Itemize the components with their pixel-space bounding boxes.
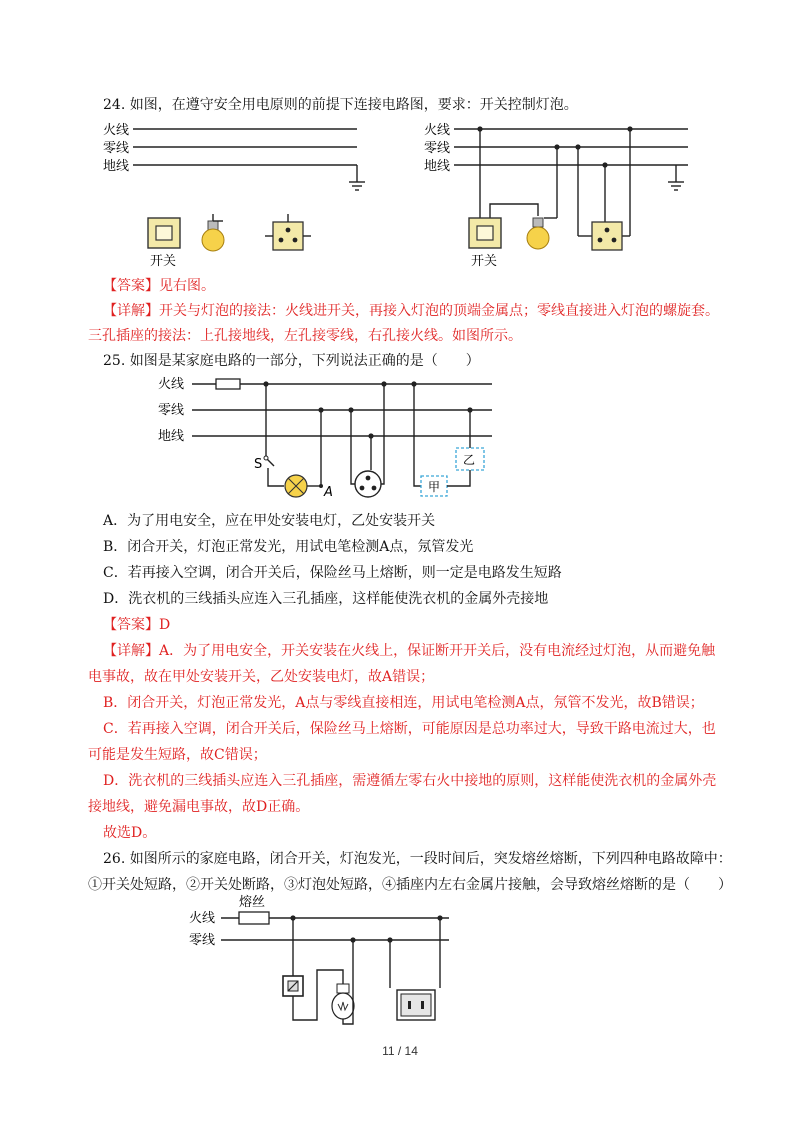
q25-detail-line1	[103, 642, 740, 660]
q25-option-c: C．若再接入空调，闭合开关后，保险丝马上熔断，则一定是电路发生短路	[103, 565, 562, 581]
q26-stem-line2: ①开关处短路，②开关处断路，③灯泡处短路，④插座内左右金属片接触，会导致熔丝熔断的是（ ）	[88, 877, 732, 893]
switch-label: 开关	[150, 254, 177, 268]
ground-symbol-icon	[349, 165, 365, 190]
neutral-wire-label: 零线	[189, 933, 216, 948]
switch-label: S	[254, 457, 263, 472]
q24-detail-line2: 三孔插座的接法：上孔接地线，左孔接零线，右孔接火线。如图所示。	[88, 328, 522, 344]
three-hole-socket-icon	[355, 471, 381, 497]
switch-icon	[148, 218, 180, 248]
bulb-icon	[527, 218, 549, 249]
q25-detail-line2: 电事故，故在甲处安装开关，乙处安装电灯，故A错误；	[88, 669, 435, 685]
neutral-wire-label: 零线	[103, 141, 130, 156]
q24-stem: 24. 如图，在遵守安全用电原则的前提下连接电路图，要求：开关控制灯泡。	[103, 97, 578, 113]
q26-diagram	[185, 892, 465, 1032]
q25-option-d: D．洗衣机的三线插头应连入三孔插座，这样能使洗衣机的金属外壳接地	[103, 591, 549, 607]
live-wire-label: 火线	[103, 123, 130, 138]
switch-label: 开关	[471, 254, 498, 268]
answer-tag: 【答案】	[103, 278, 159, 294]
q26-stem-line1: 26. 如图所示的家庭电路，闭合开关，灯泡发光，一段时间后，突发熔丝熔断，下列四种电路故障中：	[103, 851, 732, 867]
live-wire-label: 火线	[424, 123, 451, 138]
two-hole-socket-icon	[397, 990, 435, 1020]
answer-text: 见右图。	[159, 278, 215, 294]
neutral-wire-label: 零线	[424, 141, 451, 156]
q24-diagram-left	[95, 118, 375, 268]
q25-stem: 25. 如图是某家庭电路的一部分，下列说法正确的是（ ）	[103, 353, 480, 369]
neutral-wire-label: 零线	[158, 403, 185, 418]
q25-detail-line5: 可能是发生短路，故C错误；	[88, 747, 267, 763]
detail-tag: 【详解】	[103, 643, 159, 659]
lamp-icon	[285, 475, 307, 497]
page-number: 11 / 14	[382, 1044, 418, 1058]
switch-icon	[469, 218, 501, 248]
detail-tag: 【详解】	[103, 303, 159, 319]
fuse-icon	[216, 379, 240, 389]
ground-wire-label: 地线	[103, 159, 130, 174]
q25-option-b: B．闭合开关，灯泡正常发光，用试电笔检测A点，氖管发光	[103, 539, 474, 555]
fuse-icon	[239, 912, 269, 924]
three-hole-socket-icon	[592, 222, 622, 250]
q24-detail-line1	[103, 302, 740, 320]
q25-option-a: A．为了用电安全，应在甲处安装电灯，乙处安装开关	[103, 513, 436, 529]
q25-conclusion: 故选D。	[103, 825, 157, 841]
answer-tag: 【答案】	[103, 617, 159, 633]
q24-diagram-right	[420, 118, 700, 268]
q25-detail-line4: C．若再接入空调，闭合开关后，保险丝马上熔断，可能原因是总功率过大，导致干路电流过大，也	[103, 721, 716, 737]
live-wire-label: 火线	[158, 377, 185, 392]
q24-answer	[103, 277, 740, 295]
q25-answer	[103, 616, 740, 634]
ground-wire-label: 地线	[158, 429, 185, 444]
answer-text: D	[159, 617, 171, 633]
ground-wire-label: 地线	[424, 159, 451, 174]
ground-symbol-icon	[668, 165, 684, 190]
box-yi-label: 乙	[463, 453, 476, 467]
switch-icon	[283, 976, 303, 996]
bulb-icon	[332, 984, 354, 1019]
fuse-label: 熔丝	[239, 895, 266, 910]
point-a-label: A	[324, 485, 333, 500]
live-wire-label: 火线	[189, 911, 216, 926]
detail-text: A．为了用电安全，开关安装在火线上，保证断开开关后，没有电流经过灯泡，从而避免触	[159, 643, 716, 659]
q25-detail-line3: B．闭合开关，灯泡正常发光，A点与零线直接相连，用试电笔检测A点，氖管不发光，故B错误；	[103, 695, 704, 711]
q25-detail-line6: D．洗衣机的三线插头应连入三孔插座，需遵循左零右火中接地的原则，这样能使洗衣机的金属外壳	[103, 773, 717, 789]
box-jia-label: 甲	[428, 480, 441, 494]
bulb-icon	[202, 214, 224, 251]
q25-detail-line7: 接地线，避免漏电事故，故D正确。	[88, 799, 310, 815]
detail-text: 开关与灯泡的接法：火线进开关，再接入灯泡的顶端金属点；零线直接进入灯泡的螺旋套。	[159, 303, 719, 319]
q25-diagram	[150, 372, 510, 504]
three-hole-socket-icon	[265, 214, 311, 250]
